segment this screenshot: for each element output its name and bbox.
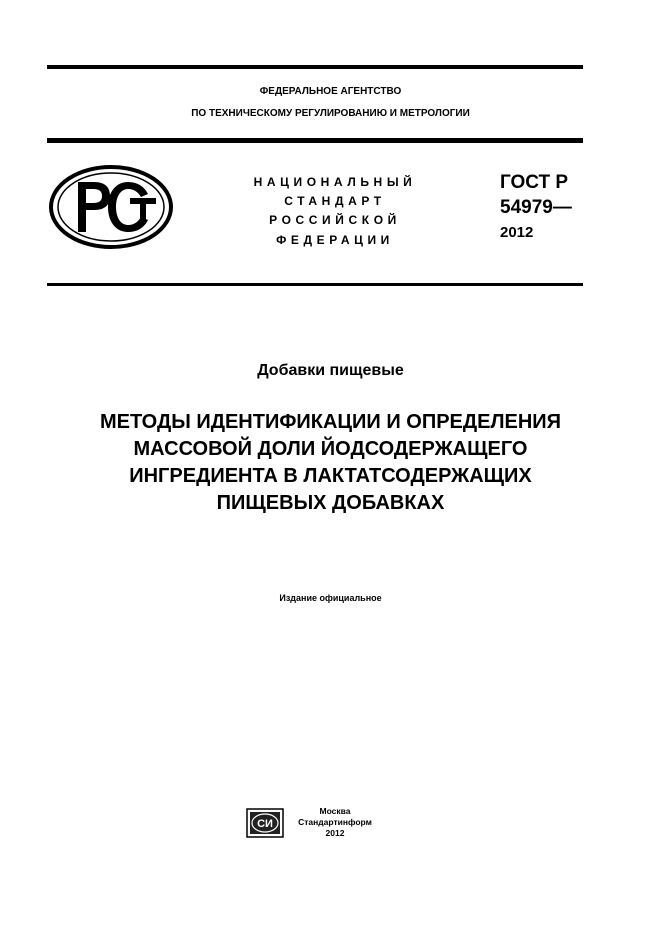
publisher-name: Стандартинформ [298,817,372,827]
national-standard-line-4: ФЕДЕРАЦИИ [276,233,394,247]
top-rule [47,65,583,69]
national-standard-line-1: НАЦИОНАЛЬНЫЙ [253,175,417,189]
standard-block-rule [47,283,583,286]
edition-label: Издание официальное [279,593,382,603]
gost-label: ГОСТ Р [500,172,569,193]
title-line-4: ПИЩЕВЫХ ДОБАВКАХ [216,492,445,514]
title-line-1: МЕТОДЫ ИДЕНТИФИКАЦИИ И ОПРЕДЕЛЕНИЯ [99,411,562,433]
document-title [40,409,621,517]
title-line-2: МАССОВОЙ ДОЛИ ЙОДСОДЕРЖАЩЕГО [133,438,528,460]
publisher-year: 2012 [325,828,345,838]
publisher-block [290,806,380,839]
gost-number: 54979— [500,197,572,218]
agency-line-2: ПО ТЕХНИЧЕСКОМУ РЕГУЛИРОВАНИЮ И МЕТРОЛОГИИ [191,108,470,119]
title-line-3: ИНГРЕДИЕНТА В ЛАКТАТСОДЕРЖАЩИХ [129,465,532,487]
agency-line-1: ФЕДЕРАЛЬНОЕ АГЕНТСТВО [259,86,402,97]
standartinform-logo-icon [246,808,284,838]
gost-year: 2012 [500,224,534,241]
header-rule [47,138,583,143]
standartinform-logo-text: СИ [257,818,273,830]
publisher-city: Москва [319,806,351,816]
gost-r-certification-logo-icon [48,164,174,250]
document-subtitle: Добавки пищевые [257,362,404,379]
national-standard-line-2: СТАНДАРТ [284,194,386,208]
national-standard-line-3: РОССИЙСКОЙ [269,213,401,227]
